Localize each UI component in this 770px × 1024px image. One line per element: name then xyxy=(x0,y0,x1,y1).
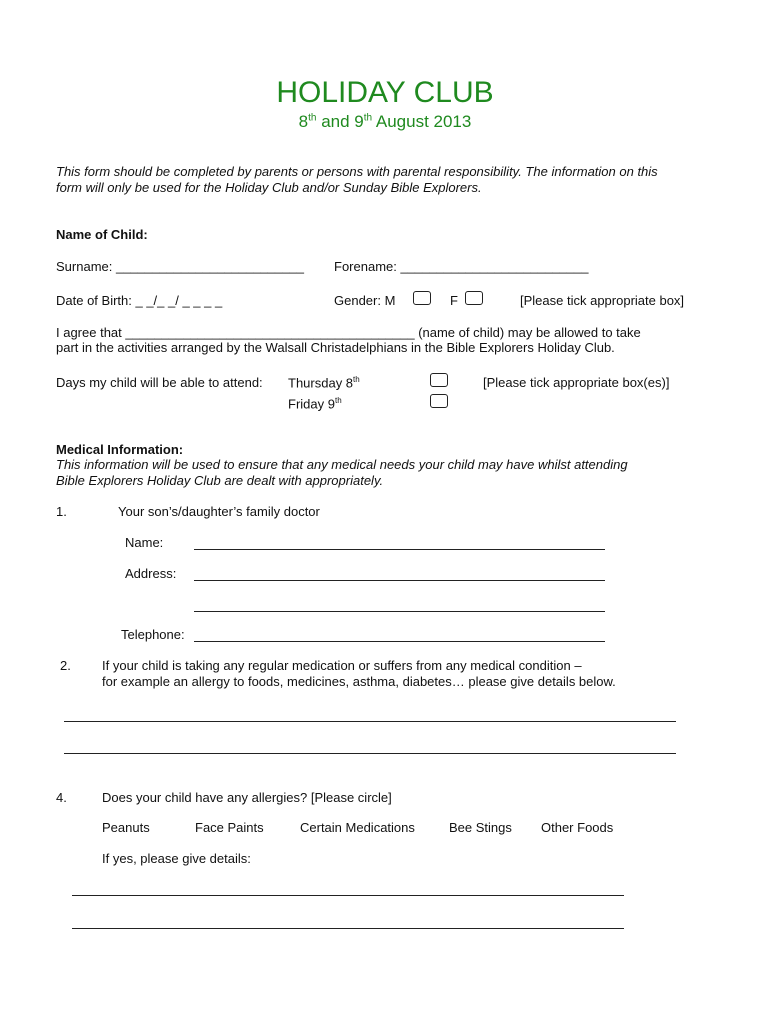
question-2-line-2: for example an allergy to foods, medicines, asthma, diabetes… please give details below. xyxy=(102,674,616,689)
allergy-details-label: If yes, please give details: xyxy=(102,851,251,866)
doctor-address-line-2[interactable] xyxy=(194,611,605,612)
day-thursday-label: Thursday 8th xyxy=(288,375,360,391)
doctor-telephone-line[interactable] xyxy=(194,641,605,642)
allergy-option-other-foods[interactable]: Other Foods xyxy=(541,820,614,835)
doctor-name-line[interactable] xyxy=(194,549,605,550)
date-of-birth-field[interactable]: Date of Birth: _ _/_ _/ _ _ _ _ xyxy=(56,293,223,308)
child-name-heading: Name of Child: xyxy=(56,227,148,242)
gender-f-label: F xyxy=(450,293,458,308)
allergy-option-certain-medications[interactable]: Certain Medications xyxy=(300,820,415,835)
intro-line-1: This form should be completed by parents or persons with parental responsibility. The information on this xyxy=(56,164,658,179)
question-2-number: 2. xyxy=(60,658,71,673)
days-label: Days my child will be able to attend: xyxy=(56,375,263,390)
medical-desc-line-2: Bible Explorers Holiday Club are dealt with appropriately. xyxy=(56,473,384,488)
doctor-telephone-label: Telephone: xyxy=(121,627,185,642)
doctor-address-line-1[interactable] xyxy=(194,580,605,581)
event-dates: 8th and 9th August 2013 xyxy=(298,112,472,131)
doctor-name-label: Name: xyxy=(125,535,164,550)
allergy-details-line-2[interactable] xyxy=(72,928,624,929)
doctor-address-label: Address: xyxy=(125,566,177,581)
allergy-option-bee-stings[interactable]: Bee Stings xyxy=(449,820,512,835)
gender-f-checkbox[interactable] xyxy=(465,291,483,305)
medical-heading: Medical Information: xyxy=(56,442,184,457)
agree-line-2: part in the activities arranged by the Walsall Christadelphians in the Bible Explorers Holiday Club. xyxy=(56,340,615,355)
form-title: HOLIDAY CLUB xyxy=(276,76,494,109)
day-friday-label: Friday 9th xyxy=(288,396,342,412)
surname-field[interactable]: Surname: __________________________ xyxy=(56,259,304,274)
day-thursday-checkbox[interactable] xyxy=(430,373,448,387)
medication-details-line-2[interactable] xyxy=(64,753,676,754)
gender-m-checkbox[interactable] xyxy=(413,291,431,305)
forename-field[interactable]: Forename: __________________________ xyxy=(334,259,589,274)
medical-desc-line-1: This information will be used to ensure that any medical needs your child may have whilst attending xyxy=(56,457,628,472)
gender-label: Gender: M xyxy=(334,293,396,308)
intro-line-2: form will only be used for the Holiday Club and/or Sunday Bible Explorers. xyxy=(56,180,482,195)
allergy-details-line-1[interactable] xyxy=(72,895,624,896)
question-4-text: Does your child have any allergies? [Please circle] xyxy=(102,790,392,805)
agree-line-1[interactable]: I agree that ________________________________________ (name of child) may be allowed to take xyxy=(56,325,641,340)
question-1-text: Your son’s/daughter’s family doctor xyxy=(118,504,320,519)
allergy-option-face-paints[interactable]: Face Paints xyxy=(195,820,264,835)
allergy-option-peanuts[interactable]: Peanuts xyxy=(102,820,150,835)
day-friday-checkbox[interactable] xyxy=(430,394,448,408)
days-note: [Please tick appropriate box(es)] xyxy=(483,375,670,390)
medication-details-line-1[interactable] xyxy=(64,721,676,722)
question-4-number: 4. xyxy=(56,790,67,805)
question-2-line-1: If your child is taking any regular medication or suffers from any medical condition – xyxy=(102,658,582,673)
question-1-number: 1. xyxy=(56,504,67,519)
gender-note: [Please tick appropriate box] xyxy=(520,293,685,308)
